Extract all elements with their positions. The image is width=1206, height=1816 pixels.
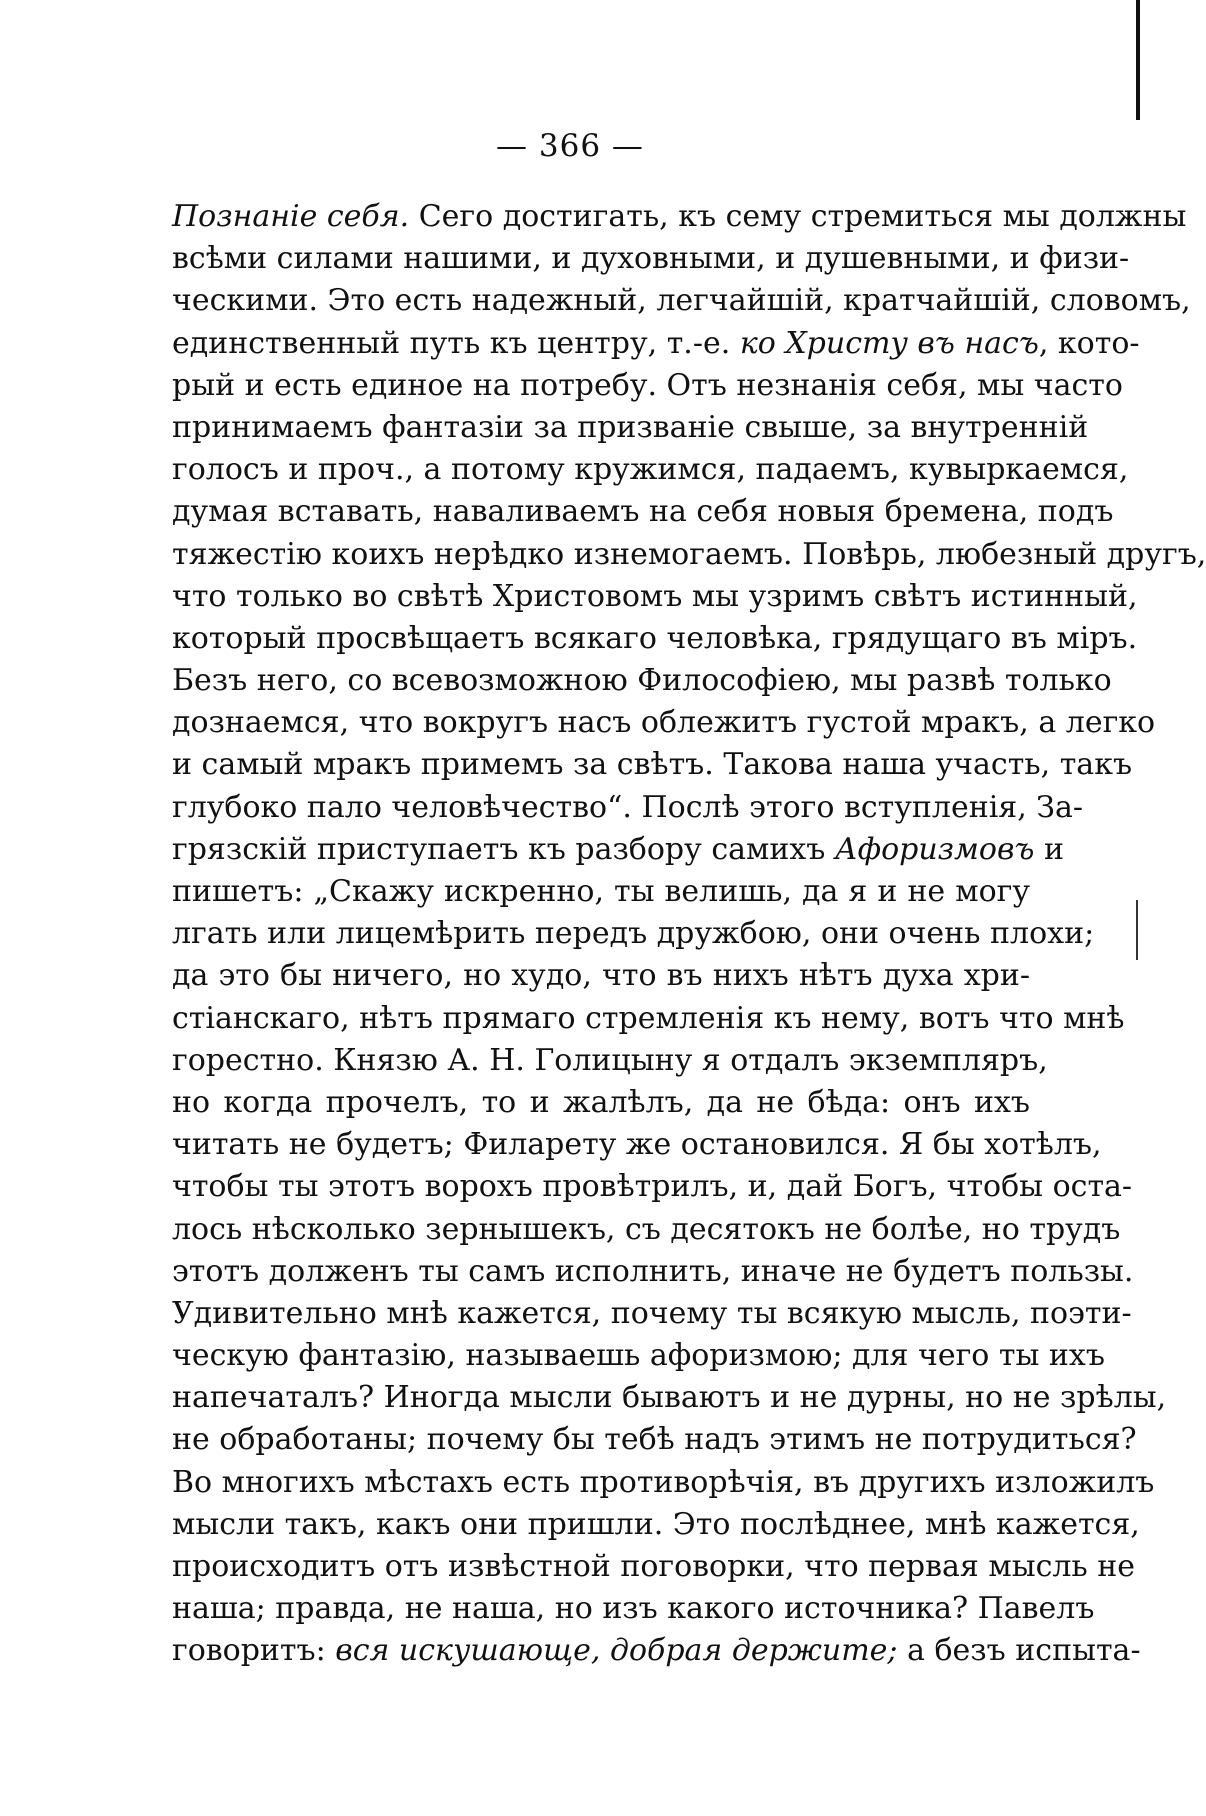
text-segment: глубоко пало человѣчество“. Послѣ этого вступленія, За- [172, 789, 1084, 825]
text-segment: чтобы ты этотъ ворохъ провѣтрилъ, и, дай Богъ, чтобы оста- [172, 1169, 1133, 1205]
text-segment: рый и есть единое на потребу. Отъ незнанія себя, мы часто [172, 367, 1123, 403]
text-line [172, 1040, 1048, 1082]
text-line [172, 576, 1138, 618]
text-segment: который просвѣщаетъ всякаго человѣка, грядущаго въ міръ. [172, 620, 1138, 656]
text-segment: Познаніе себя. [172, 199, 410, 234]
text-segment: ческими. Это есть надежный, легчайшій, кратчайшій, словомъ, [172, 283, 1191, 319]
text-segment: ко Христу въ насъ [739, 325, 1039, 361]
text-segment: голосъ и проч., а потому кружимся, падаемъ, кувыркаемся, [172, 452, 1129, 488]
text-segment: ческую фантазію, называешь афоризмою; для чего ты ихъ [172, 1338, 1105, 1374]
text-segment: стіанскаго, нѣтъ прямаго стремленія къ нему, вотъ что мнѣ [172, 1000, 1125, 1036]
text-segment: вся искушающе, добрая держите; [335, 1633, 898, 1669]
text-line [172, 998, 1125, 1040]
text-line [172, 1293, 1132, 1335]
text-segment: да это бы ничего, но худо, что въ нихъ нѣтъ духа хри- [172, 958, 1030, 994]
text-segment: мысли такъ, какъ они пришли. Это послѣднее, мнѣ кажется, [172, 1506, 1140, 1542]
text-segment: горестно. Князю А. Н. Голицыну я отдалъ экземпляръ, [172, 1042, 1048, 1078]
scan-edge-mark-lower [1136, 900, 1138, 960]
text-line [172, 534, 1206, 576]
text-segment: Безъ него, со всевозможною Философіею, мы развѣ только [172, 663, 1112, 699]
text-line [172, 1082, 1030, 1124]
text-line [172, 449, 1129, 491]
text-line [172, 1166, 1133, 1208]
text-line [172, 1588, 1095, 1630]
text-line [172, 1251, 1134, 1293]
text-segment: наша; правда, не наша, но изъ какого источника? Павелъ [172, 1591, 1095, 1627]
text-segment: всѣми силами нашими, и духовными, и душевными, и физи- [172, 241, 1130, 277]
text-line [172, 1546, 1136, 1588]
text-segment: напечаталъ? Иногда мысли бываютъ и не дурны, но не зрѣлы, [172, 1380, 1167, 1416]
text-segment: Во многихъ мѣстахъ есть противорѣчія, въ другихъ изложилъ [172, 1464, 1155, 1500]
text-segment: единственный путь къ центру, т.-е. [172, 325, 740, 361]
text-segment: лось нѣсколько зернышекъ, съ десятокъ не болѣе, но трудъ [172, 1211, 1121, 1247]
text-segment: и [1034, 831, 1064, 867]
text-segment: говоритъ: [172, 1633, 336, 1669]
text-segment: не обработаны; почему бы тебѣ надъ этимъ не потрудиться? [172, 1422, 1137, 1458]
text-segment: читать не будетъ; Филарету же остановился. Я бы хотѣлъ, [172, 1127, 1102, 1163]
text-line [172, 1504, 1140, 1546]
text-segment: Удивительно мнѣ кажется, почему ты всякую мысль, поэти- [172, 1295, 1132, 1331]
text-line [172, 744, 1133, 786]
text-segment: и самый мракъ примемъ за свѣтъ. Такова наша участь, такъ [172, 747, 1133, 783]
text-line [172, 702, 1156, 744]
text-line [172, 955, 1030, 997]
text-line [172, 871, 1030, 913]
text-segment: Афоризмовъ [834, 831, 1035, 867]
text-line [172, 1335, 1105, 1377]
text-segment: думая вставать, наваливаемъ на себя новыя бремена, подъ [172, 494, 1114, 530]
text-line [172, 1630, 1141, 1672]
text-segment: принимаемъ фантазіи за призваніе свыше, за внутренній [172, 409, 1089, 445]
text-segment: лгать или лицемѣрить передъ дружбою, они очень плохи; [172, 916, 1095, 952]
text-line [172, 829, 1064, 871]
text-segment: Сего достигать, къ сему стремиться мы должны [409, 199, 1187, 234]
text-line [172, 1124, 1102, 1166]
text-line [172, 1419, 1137, 1461]
scan-edge-mark [1136, 0, 1140, 120]
text-line [172, 1462, 1155, 1504]
text-segment: дознаемся, что вокругъ насъ облежитъ густой мракъ, а легко [172, 705, 1156, 741]
text-line [172, 1209, 1121, 1251]
text-line [172, 323, 1140, 365]
text-segment: грязскій приступаетъ къ разбору самихъ [172, 831, 835, 867]
text-line [172, 491, 1114, 533]
text-line [172, 407, 1089, 449]
text-line [172, 787, 1084, 829]
body-text [172, 196, 1206, 1669]
text-segment: тяжестію коихъ нерѣдко изнемогаемъ. Повѣрь, любезный другъ, [172, 536, 1206, 572]
text-segment: этотъ долженъ ты самъ исполнить, иначе не будетъ пользы. [172, 1253, 1134, 1289]
text-segment: что только во свѣтѣ Христовомъ мы узримъ свѣтъ истинный, [172, 578, 1138, 614]
text-segment: происходитъ отъ извѣстной поговорки, что первая мысль не [172, 1549, 1136, 1584]
text-line [172, 280, 1191, 322]
text-segment: но когда прочелъ, то и жалѣлъ, да не бѣда: онъ ихъ [172, 1084, 1030, 1120]
text-line [172, 618, 1138, 660]
text-line [172, 660, 1112, 702]
text-line [172, 365, 1123, 407]
text-line [172, 913, 1095, 955]
text-segment: а безъ испыта- [897, 1633, 1141, 1669]
text-segment: пишетъ: „Скажу искренно, ты велишь, да я и не могу [172, 874, 1030, 909]
text-line [172, 196, 1187, 238]
text-line [172, 238, 1130, 280]
text-line [172, 1377, 1167, 1419]
page-number: — 366 — [496, 128, 644, 164]
text-segment: , кото- [1038, 325, 1140, 361]
